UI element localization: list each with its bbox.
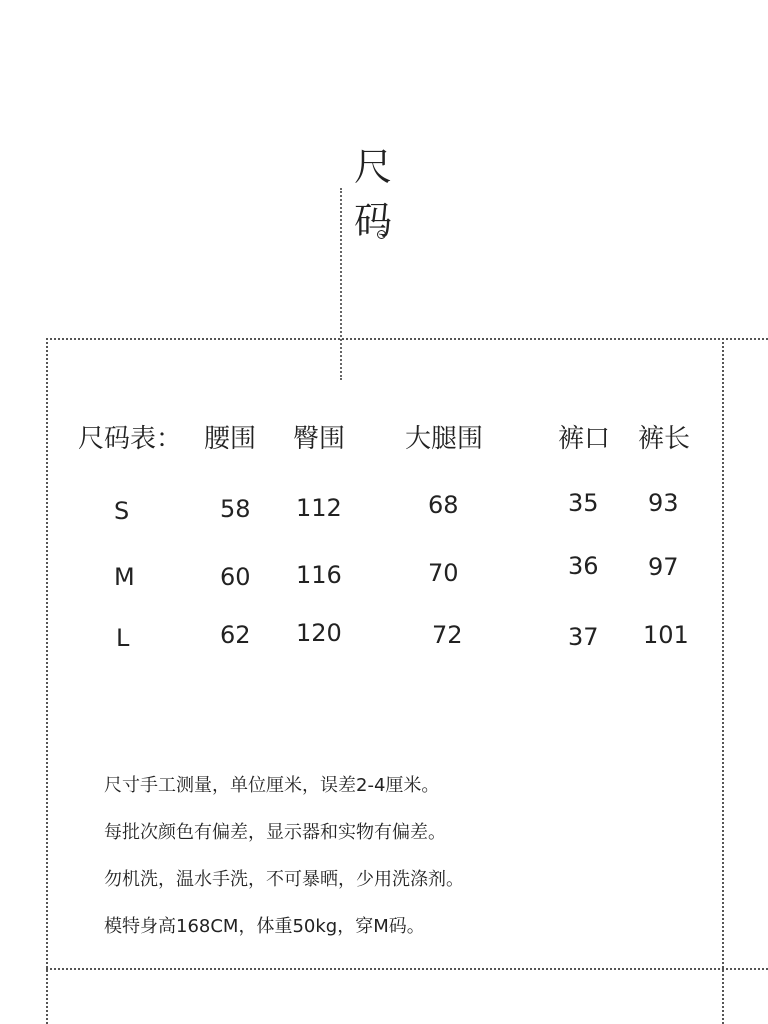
table-cell-length: 93: [648, 489, 679, 517]
title-char-2: 码: [354, 199, 393, 243]
table-cell-waist: 58: [220, 495, 251, 523]
table-cell-waist: 62: [220, 621, 251, 649]
table-cell-size: L: [116, 624, 130, 652]
frame-top-border: [46, 338, 768, 340]
table-cell-thigh: 72: [432, 621, 463, 649]
table-cell-size: S: [114, 497, 130, 525]
table-header-waist: 腰围: [204, 424, 257, 454]
title-char-1: 尺: [354, 145, 393, 189]
note-measurement: 尺寸手工测量，单位厘米，误差2-4厘米。: [104, 775, 440, 796]
table-cell-thigh: 70: [428, 559, 459, 587]
table-header-length: 裤长: [638, 424, 691, 454]
title-circle-icon: [377, 230, 386, 239]
table-cell-hip: 112: [296, 494, 342, 522]
table-cell-length: 97: [648, 553, 679, 581]
title-dotted-line: [340, 188, 342, 380]
note-model: 模特身高168CM，体重50kg，穿M码。: [104, 916, 425, 937]
table-cell-hip: 120: [296, 619, 342, 647]
table-header-hip: 臀围: [293, 424, 346, 454]
table-cell-hem: 35: [568, 489, 599, 517]
table-header-hem: 裤口: [558, 424, 611, 454]
note-washing: 勿机洗，温水手洗，不可暴晒，少用洗涤剂。: [104, 869, 464, 890]
table-cell-hip: 116: [296, 561, 342, 589]
frame-right-border: [722, 338, 724, 1024]
table-cell-thigh: 68: [428, 491, 459, 519]
table-header-thigh: 大腿围: [405, 424, 484, 454]
frame-bottom-border: [46, 968, 768, 970]
table-cell-size: M: [114, 563, 135, 591]
table-cell-hem: 36: [568, 552, 599, 580]
table-cell-hem: 37: [568, 623, 599, 651]
frame-left-border: [46, 338, 48, 1024]
table-header-label: 尺码表：: [78, 424, 183, 454]
note-color: 每批次颜色有偏差，显示器和实物有偏差。: [104, 822, 446, 843]
care-notes: [104, 762, 464, 950]
table-cell-waist: 60: [220, 563, 251, 591]
page-title: [336, 130, 426, 260]
table-cell-length: 101: [643, 621, 689, 649]
